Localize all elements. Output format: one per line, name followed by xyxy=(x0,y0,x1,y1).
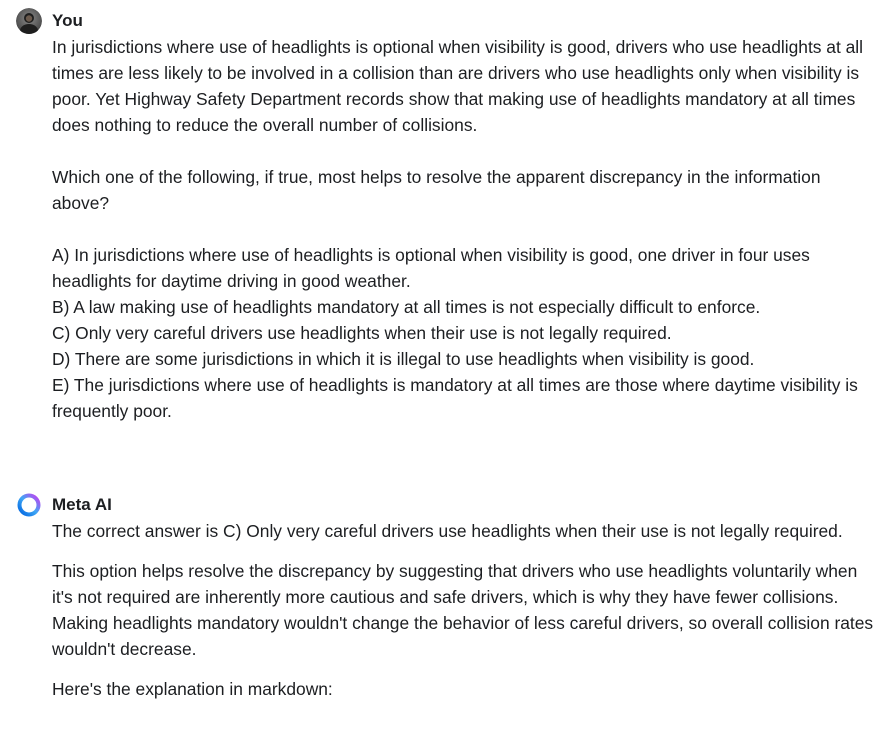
ai-markdown-intro: Here's the explanation in markdown: xyxy=(52,679,333,699)
user-author-name: You xyxy=(52,11,83,30)
question-stem: Which one of the following, if true, most helps to resolve the apparent discrepancy in the information above? xyxy=(52,167,821,213)
option-c: C) Only very careful drivers use headlights when their use is not legally required. xyxy=(52,323,672,343)
option-a: A) In jurisdictions where use of headlights is optional when visibility is good, one driver in four uses headlights for daytime driving in good weather. xyxy=(52,245,810,291)
ai-message xyxy=(16,492,876,702)
user-message xyxy=(16,8,876,424)
ai-message-header xyxy=(16,492,876,518)
option-b: B) A law making use of headlights mandatory at all times is not especially difficult to enforce. xyxy=(52,297,761,317)
question-stimulus: In jurisdictions where use of headlights is optional when visibility is good, drivers who use headlights at all times are less likely to be involved in a collision than are drivers who use headlights only when visibility is poor. Yet Highway Safety Department records show that making use of headlights mandatory at all times does nothing to reduce the overall number of collisions. xyxy=(52,37,864,135)
option-e: E) The jurisdictions where use of headlights is mandatory at all times are those where daytime visibility is frequently poor. xyxy=(52,375,858,421)
ai-answer: The correct answer is C) Only very careful drivers use headlights when their use is not legally required. xyxy=(52,521,843,541)
user-avatar[interactable] xyxy=(16,8,42,34)
ai-message-body xyxy=(52,518,876,702)
meta-ai-ring-icon xyxy=(16,492,42,518)
user-avatar-photo-icon xyxy=(16,8,42,34)
ai-explanation: This option helps resolve the discrepancy by suggesting that drivers who use headlights voluntarily when it's not required are inherently more cautious and safe drivers, which is why they have fewer collisions. Making headlights mandatory wouldn't change the behavior of less careful drivers, so overall collision rates wouldn't decrease. xyxy=(52,561,874,659)
ai-author-name: Meta AI xyxy=(52,495,112,514)
ai-avatar xyxy=(16,492,42,518)
user-message-header xyxy=(16,8,876,34)
user-message-body xyxy=(52,34,876,424)
option-d: D) There are some jurisdictions in which it is illegal to use headlights when visibility is good. xyxy=(52,349,755,369)
